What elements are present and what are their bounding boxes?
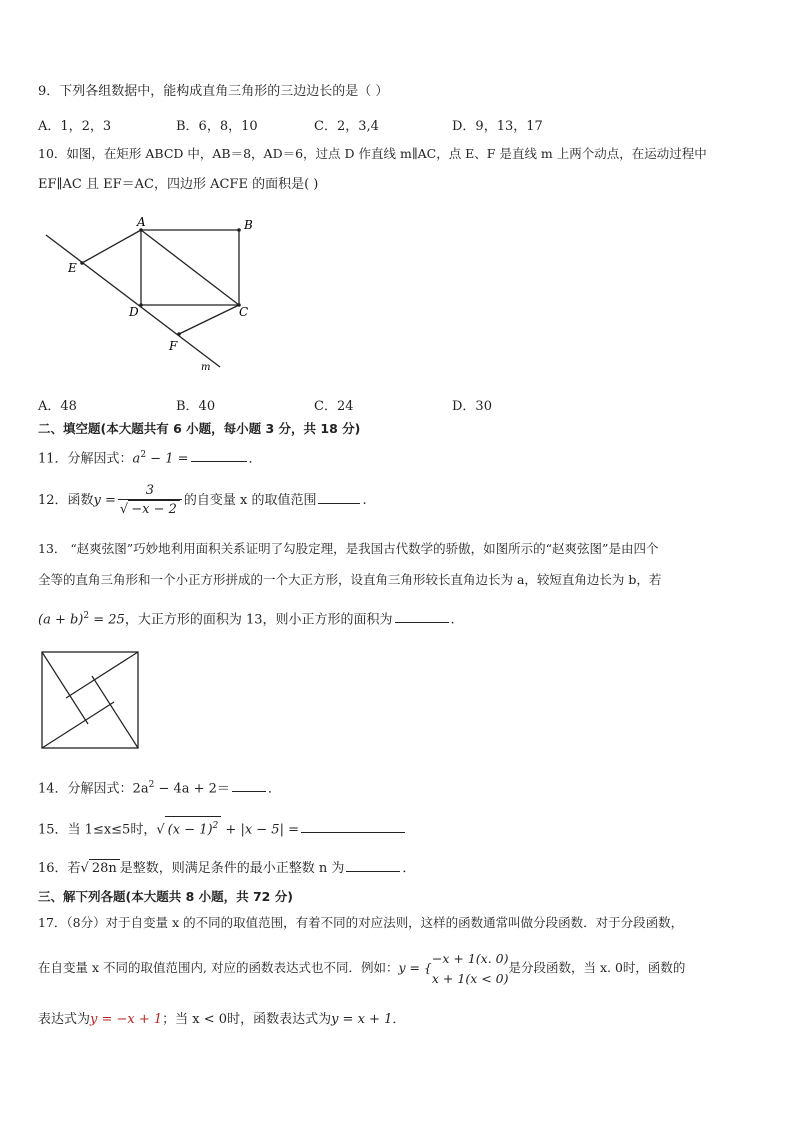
q13-answer-blank[interactable] [395, 608, 449, 623]
q14-answer-blank[interactable] [232, 777, 266, 792]
label-b: B [244, 218, 253, 232]
q14: 14．分解因式：$2a^2 - 4a + 2=$ ． [38, 776, 281, 798]
q10-option-b: B．40 [176, 399, 216, 414]
q9-option-d: D．9，13，17 [452, 119, 543, 134]
q10-option-c: C．24 [314, 399, 354, 414]
q17-line1: 17．（8分）对于自变量 x 的不同的取值范围，有着不同的对应法则，这样的函数通常叫做分段函数．对于分段函数， [38, 915, 684, 930]
q11-answer-blank[interactable] [191, 447, 247, 462]
q10-option-d: D．30 [452, 399, 492, 414]
q9-option-a: A．1，2，3 [38, 119, 112, 134]
q9-option-c: C．2，3,4 [314, 119, 379, 134]
diagonal-ac [141, 230, 239, 305]
q17-line3: 表达式为y = −x + 1；当 x < 0时，函数表达式为y = x + 1． [38, 1012, 406, 1027]
q10-option-a: A．48 [38, 399, 77, 414]
line-m [46, 235, 220, 367]
q13-zhaoshuang-figure [40, 650, 144, 754]
label-a: A [137, 215, 146, 229]
q9-option-b: B．6，8，10 [176, 119, 258, 134]
segment-cf [179, 305, 239, 334]
q17-piecewise: −x + 1(x. 0) x + 1(x < 0) [431, 950, 509, 986]
q10-stem-line2: EF∥AC 且 EF＝AC，四边形 ACFE 的面积是( ) [38, 177, 319, 192]
label-d: D [129, 305, 139, 319]
q12-fraction: $\frac{3}{√ -x - 2}$ [118, 483, 182, 519]
section-3-heading: 三、解下列各题(本大题共 8 小题，共 72 分) [38, 889, 293, 904]
q15-answer-blank[interactable] [301, 818, 405, 833]
q13-line2: 全等的直角三角形和一个小正方形拼成的一个大正方形，设直角三角形较长直角边长为 a，较短直角边长为 b，若 [38, 572, 662, 587]
label-e: E [68, 261, 77, 275]
q12: 12．函数y = $\frac{3}{√ -x - 2}$ 的自变量 x 的取值范围 . [38, 482, 367, 517]
q9-stem: 9．下列各组数据中，能构成直角三角形的三边边长的是（ ） [38, 84, 389, 99]
q13-line1: 13． “赵爽弦图”巧妙地利用面积关系证明了勾股定理，是我国古代数学的骄傲，如图所示的“赵爽弦图”是由四个 [38, 541, 659, 556]
segment-ae [82, 230, 141, 263]
q10-stem-line1: 10．如图，在矩形 ABCD 中，AB＝8，AD＝6，过点 D 作直线 m∥AC，点 E、F 是直线 m 上两个动点，在运动过程中 [38, 146, 707, 161]
q17-line2: 在自变量 x 不同的取值范围内, 对应的函数表达式也不同．例如：y = { −x + 1(x. 0) x + 1(x < 0) 是分段函数，当 x. 0时，函数的 [38, 948, 685, 989]
q11: 11．分解因式：$a^2 - 1$ = ． [38, 446, 262, 468]
q12-answer-blank[interactable] [318, 489, 360, 504]
label-m: m [201, 362, 211, 373]
section-2-heading: 二、填空题(本大题共有 6 小题，每小题 3 分，共 18 分) [38, 421, 361, 436]
q16: 16．若√ 28n 是整数，则满足条件的最小正整数 n 为 ． [38, 857, 415, 878]
q15: 15．当 1≤x≤5时，√ $(x - 1)^2 + |x - 5|$ = [38, 816, 407, 839]
q16-answer-blank[interactable] [346, 857, 400, 872]
q13-line3: $(a + b)^2 = 25$，大正方形的面积为 13，则小正方形的面积为 . [38, 607, 455, 629]
q10-figure [38, 210, 278, 380]
label-c: C [239, 305, 249, 319]
label-f: F [169, 339, 178, 353]
